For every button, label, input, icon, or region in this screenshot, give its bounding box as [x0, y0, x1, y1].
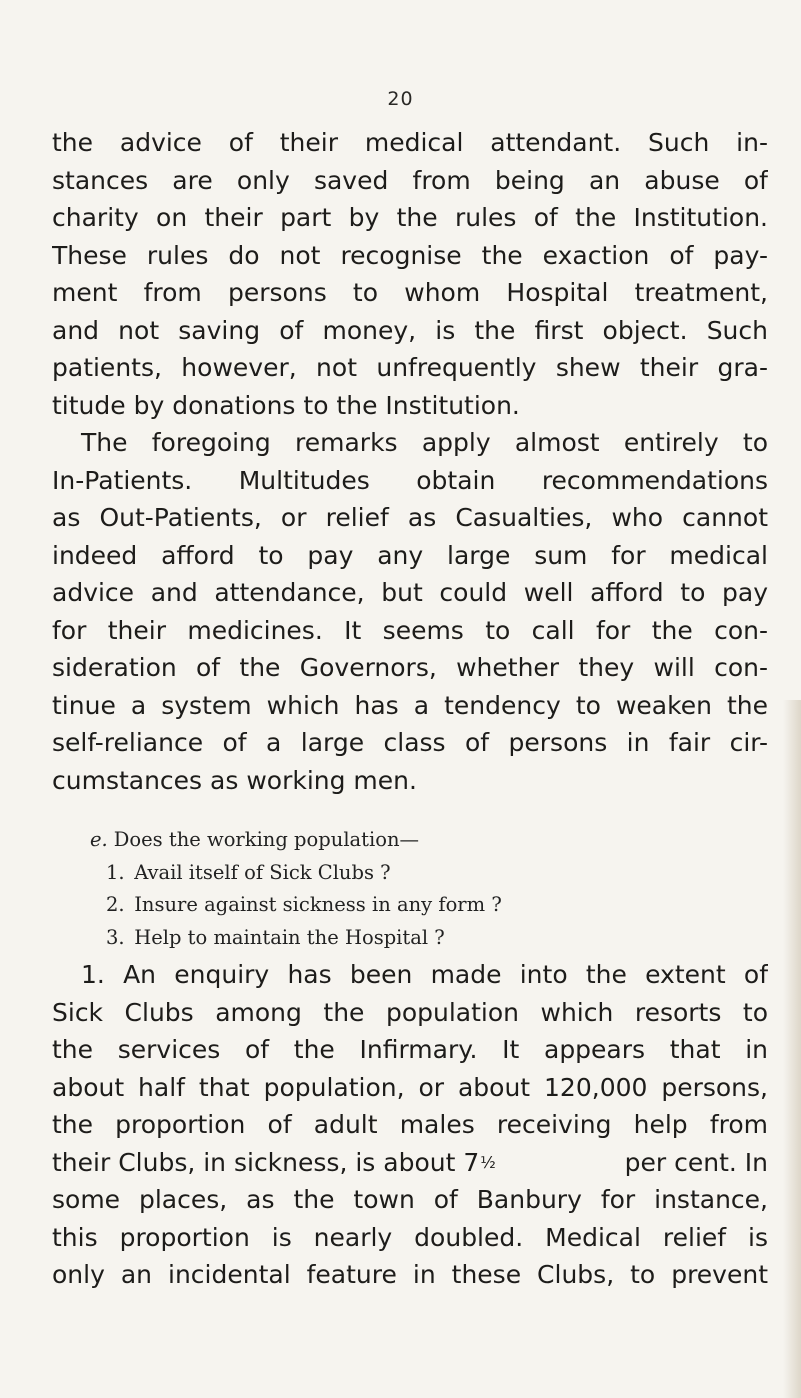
query-item-text: Avail itself of Sick Clubs ? [134, 860, 391, 884]
text-line: tinue a system which has a tendency to weaken the [52, 690, 768, 720]
query-item [52, 889, 768, 922]
text-line: the proportion of adult males receiving help from [52, 1110, 768, 1139]
text-line: Sick Clubs among the population which resorts to [52, 997, 768, 1027]
text-line [52, 1144, 768, 1182]
text-line: about half that population, or about 120,000 persons, [52, 1072, 768, 1102]
text-line: ment from persons to whom Hospital treatment, [52, 278, 768, 307]
text-line: and not saving of money, is the first object. Such [52, 315, 768, 345]
text-line: The foregoing remarks apply almost entirely to [81, 428, 768, 457]
query-item [52, 922, 768, 955]
text-line: only an incidental feature in these Clubs, to prevent [52, 1260, 768, 1289]
query-intro [52, 824, 768, 857]
query-item-text: Help to maintain the Hospital ? [134, 925, 445, 949]
text-line: advice and attendance, but could well afford to pay [52, 578, 768, 607]
main-text [52, 124, 768, 799]
text-fragment: their Clubs, in sickness, is about 7 [52, 1147, 480, 1177]
query-letter: e. [90, 828, 108, 851]
text-line: stances are only saved from being an abuse of [52, 165, 768, 195]
fraction: ½ [480, 1152, 496, 1172]
text-line: In-Patients. Multitudes obtain recommendations [52, 465, 768, 495]
text-line: for their medicines. It seems to call for the con- [52, 615, 768, 645]
text-line: indeed afford to pay any large sum for medical [52, 540, 768, 570]
text-line: some places, as the town of Banbury for instance, [52, 1185, 768, 1214]
text-line: as Out-Patients, or relief as Casualties, who cannot [52, 503, 768, 532]
text-line: charity on their part by the rules of the Institution. [52, 203, 768, 232]
text-fragment: per cent. In [616, 1147, 768, 1177]
query-item-number: 3. [106, 925, 125, 949]
query-item [52, 857, 768, 890]
query-item-text: Insure against sickness in any form ? [134, 893, 502, 916]
text-line: this proportion is nearly doubled. Medical relief is [52, 1222, 768, 1252]
page-edge-shadow [783, 700, 801, 1398]
text-line: cumstances as working men. [52, 765, 417, 795]
query-intro-text: Does the working population— [113, 828, 420, 851]
text-line: 1. An enquiry has been made into the extent of [81, 960, 768, 989]
page-number: 20 [387, 88, 414, 110]
text-line: the services of the Infirmary. It appears that in [52, 1035, 768, 1064]
text-line: titude by donations to the Institution. [52, 390, 520, 420]
answer-text [52, 956, 768, 1294]
query-item-number: 2. [106, 893, 125, 916]
query-section [52, 824, 768, 954]
text-line: self-reliance of a large class of persons in fair cir- [52, 728, 768, 757]
text-line: the advice of their medical attendant. Such in- [52, 128, 768, 157]
text-line: sideration of the Governors, whether they will con- [52, 653, 768, 682]
text-line: These rules do not recognise the exaction of pay- [52, 240, 768, 270]
text-line: patients, however, not unfrequently shew their gra- [52, 353, 768, 382]
query-item-number: 1. [106, 860, 125, 884]
